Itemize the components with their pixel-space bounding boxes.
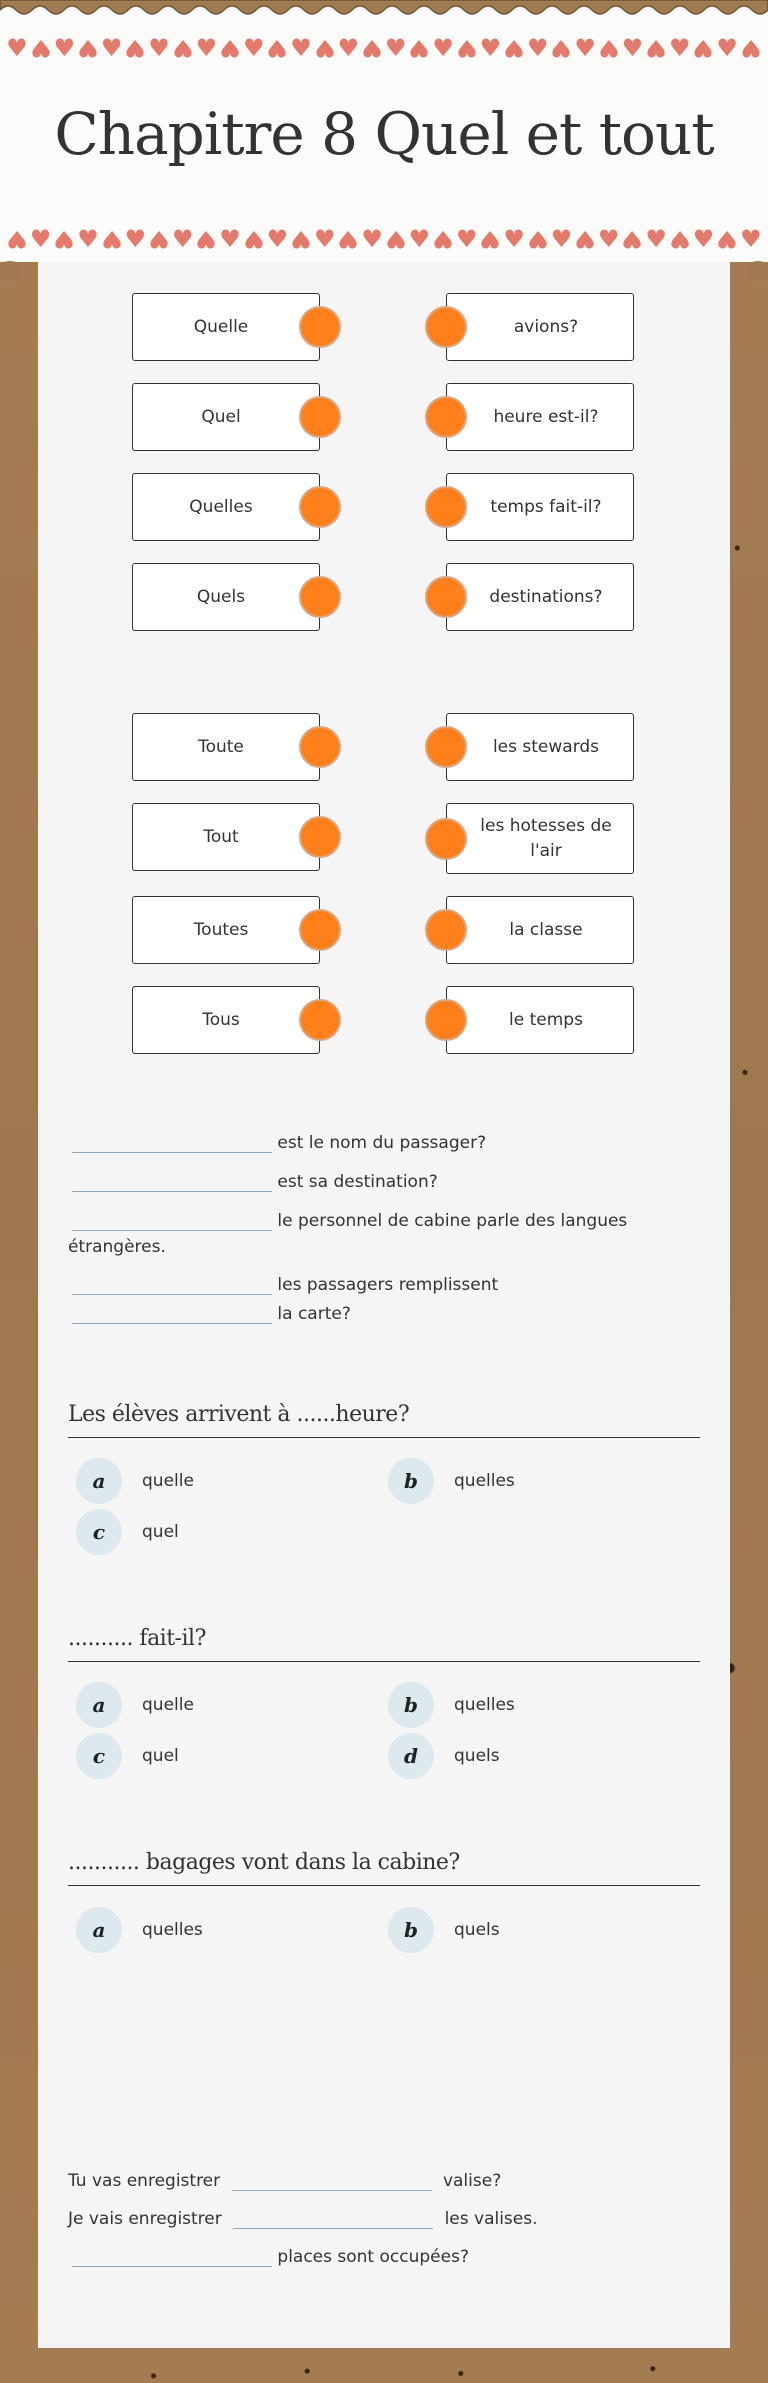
heart-icon: ♥ — [266, 225, 289, 253]
heart-icon: ♥ — [740, 225, 762, 253]
heart-icon: ♥ — [361, 225, 383, 253]
sentence-text: est sa destination? — [277, 1172, 438, 1192]
option-text: quelle — [142, 1471, 194, 1491]
heart-icon: ♥ — [313, 225, 336, 253]
connector-dot[interactable] — [299, 306, 341, 348]
heart-icon: ♥ — [527, 225, 549, 253]
match-left-item[interactable] — [132, 473, 320, 541]
heart-icon: ♥ — [456, 34, 478, 62]
match-label: Toute — [198, 736, 244, 757]
connector-dot[interactable] — [299, 816, 341, 858]
match-label: les hotesses de l'air — [480, 815, 612, 861]
heart-icon: ♥ — [574, 34, 596, 62]
match-left-item[interactable] — [132, 563, 320, 631]
connector-dot[interactable] — [425, 486, 467, 528]
match-left-item[interactable] — [132, 896, 320, 964]
match-label: le temps — [509, 1009, 583, 1030]
sentence-text: est le nom du passager? — [277, 1133, 487, 1153]
heart-icon: ♥ — [337, 34, 360, 62]
match-right-item[interactable] — [446, 293, 634, 361]
heart-icon: ♥ — [77, 225, 99, 253]
question-prompt: Les élèves arrivent à ......heure? — [68, 1402, 700, 1438]
match-label: Quelles — [189, 496, 253, 517]
match-left-item[interactable] — [132, 986, 320, 1054]
heart-icon: ♥ — [171, 225, 194, 253]
worksheet-header — [0, 0, 768, 262]
answer-option[interactable] — [76, 1682, 194, 1728]
match-label: avions? — [513, 316, 579, 337]
answer-input[interactable] — [72, 1169, 272, 1192]
heart-icon: ♥ — [432, 34, 454, 62]
fill-in-line — [68, 2206, 538, 2229]
connector-dot[interactable] — [299, 726, 341, 768]
connector-dot[interactable] — [425, 909, 467, 951]
heart-icon: ♥ — [100, 225, 123, 253]
match-label: la classe — [509, 919, 583, 940]
heart-icon: ♥ — [195, 225, 218, 253]
heart-icon: ♥ — [53, 225, 76, 253]
heart-icon: ♥ — [598, 225, 620, 253]
heart-border-bottom — [6, 225, 762, 253]
fill-in-line — [72, 2244, 469, 2267]
connector-dot[interactable] — [425, 576, 467, 618]
heart-icon: ♥ — [242, 34, 265, 62]
heart-icon: ♥ — [692, 34, 715, 62]
heart-border-top — [6, 34, 762, 62]
fill-in-line — [72, 1272, 498, 1295]
option-text: quels — [454, 1746, 500, 1766]
match-right-item[interactable] — [446, 383, 634, 451]
fill-in-line — [72, 1301, 351, 1324]
option-letter-badge: a — [76, 1458, 122, 1504]
answer-input[interactable] — [72, 1272, 272, 1295]
fill-in-line — [68, 2168, 501, 2191]
heart-icon: ♥ — [669, 225, 691, 253]
heart-icon: ♥ — [195, 34, 218, 62]
heart-icon: ♥ — [645, 34, 667, 62]
sentence-text: Tu vas enregistrer — [68, 2171, 221, 2191]
connector-dot[interactable] — [299, 486, 341, 528]
heart-icon: ♥ — [621, 34, 644, 62]
match-label: Quels — [196, 586, 246, 607]
option-letter-badge: a — [76, 1682, 122, 1728]
option-letter-badge: a — [76, 1907, 122, 1953]
option-text: quelles — [142, 1920, 203, 1940]
option-text: quelle — [142, 1695, 194, 1715]
match-left-item[interactable] — [132, 383, 320, 451]
heart-icon: ♥ — [574, 225, 596, 253]
heart-icon: ♥ — [29, 34, 52, 62]
heart-icon: ♥ — [242, 225, 265, 253]
match-label: les stewards — [492, 736, 600, 757]
connector-dot[interactable] — [299, 576, 341, 618]
answer-input[interactable] — [232, 2168, 432, 2191]
match-right-item[interactable] — [446, 986, 634, 1054]
answer-input[interactable] — [72, 2244, 272, 2267]
match-right-item[interactable] — [446, 713, 634, 781]
connector-dot[interactable] — [425, 726, 467, 768]
heart-icon: ♥ — [219, 34, 241, 62]
match-right-item[interactable] — [446, 896, 634, 964]
heart-icon: ♥ — [29, 225, 52, 253]
fill-in-line-continuation — [68, 1237, 166, 1257]
option-letter-badge: d — [388, 1733, 434, 1779]
heart-icon: ♥ — [479, 34, 502, 62]
option-letter-badge: c — [76, 1509, 122, 1555]
answer-option[interactable] — [76, 1733, 179, 1779]
heart-icon: ♥ — [290, 225, 312, 253]
question-prompt: ........... bagages vont dans la cabine? — [68, 1850, 700, 1886]
match-right-item[interactable] — [446, 473, 634, 541]
connector-dot[interactable] — [425, 396, 467, 438]
match-left-item[interactable] — [132, 293, 320, 361]
sentence-text: les valises. — [444, 2209, 538, 2229]
sentence-text: places sont occupées? — [277, 2247, 469, 2267]
answer-option[interactable] — [76, 1907, 203, 1953]
match-label: Quelle — [193, 316, 249, 337]
heart-icon: ♥ — [124, 225, 147, 253]
page-title: Chapitre 8 Quel et tout — [54, 100, 714, 168]
heart-icon: ♥ — [124, 34, 147, 62]
heart-icon: ♥ — [100, 34, 123, 62]
match-left-item[interactable] — [132, 803, 320, 871]
option-text: quel — [142, 1746, 179, 1766]
heart-icon: ♥ — [432, 225, 454, 253]
connector-dot[interactable] — [299, 999, 341, 1041]
heart-icon: ♥ — [266, 34, 289, 62]
heart-icon: ♥ — [716, 34, 738, 62]
answer-option[interactable] — [388, 1458, 515, 1504]
heart-icon: ♥ — [598, 34, 620, 62]
fill-in-line — [72, 1169, 438, 1192]
match-label: Tout — [203, 826, 239, 847]
heart-icon: ♥ — [337, 225, 360, 253]
option-text: quels — [454, 1920, 500, 1940]
match-label: destinations? — [489, 586, 603, 607]
sentence-text: valise? — [442, 2171, 502, 2191]
option-text: quelles — [454, 1695, 515, 1715]
heart-icon: ♥ — [384, 34, 407, 62]
question-prompt: .......... fait-il? — [68, 1626, 700, 1662]
heart-icon: ♥ — [313, 34, 336, 62]
heart-icon: ♥ — [77, 34, 99, 62]
answer-option[interactable] — [388, 1907, 500, 1953]
heart-icon: ♥ — [53, 34, 76, 62]
scalloped-border-top — [0, 0, 768, 24]
heart-icon: ♥ — [385, 225, 407, 253]
heart-icon: ♥ — [290, 34, 312, 62]
heart-icon: ♥ — [456, 225, 478, 253]
heart-icon: ♥ — [527, 34, 549, 62]
match-left-item[interactable] — [132, 713, 320, 781]
fill-in-line — [72, 1208, 627, 1231]
connector-dot[interactable] — [299, 909, 341, 951]
heart-icon: ♥ — [6, 225, 28, 253]
heart-icon: ♥ — [645, 225, 667, 253]
heart-icon: ♥ — [550, 34, 573, 62]
match-label: Toutes — [193, 919, 249, 940]
heart-icon: ♥ — [408, 34, 431, 62]
connector-dot[interactable] — [299, 396, 341, 438]
worksheet-body — [38, 262, 730, 2348]
heart-icon: ♥ — [669, 34, 691, 62]
answer-option[interactable] — [76, 1458, 194, 1504]
fill-in-line — [72, 1130, 486, 1153]
match-right-item[interactable] — [446, 803, 634, 874]
option-letter-badge: b — [388, 1458, 434, 1504]
answer-option[interactable] — [76, 1509, 179, 1555]
match-label: temps fait-il? — [490, 496, 602, 517]
answer-option[interactable] — [388, 1733, 500, 1779]
option-text: quel — [142, 1522, 179, 1542]
sentence-text: les passagers remplissent — [277, 1275, 499, 1295]
heart-icon: ♥ — [408, 225, 431, 253]
heart-icon: ♥ — [6, 34, 28, 62]
heart-icon: ♥ — [503, 34, 525, 62]
answer-option[interactable] — [388, 1682, 515, 1728]
match-label: Tous — [202, 1009, 240, 1030]
heart-icon: ♥ — [219, 225, 241, 253]
option-letter-badge: c — [76, 1733, 122, 1779]
match-right-item[interactable] — [446, 563, 634, 631]
heart-icon: ♥ — [740, 34, 762, 62]
answer-input[interactable] — [72, 1301, 272, 1324]
heart-icon: ♥ — [148, 34, 170, 62]
heart-icon: ♥ — [503, 225, 525, 253]
option-letter-badge: b — [388, 1907, 434, 1953]
option-text: quelles — [454, 1471, 515, 1491]
sentence-text: étrangères. — [68, 1237, 166, 1257]
option-letter-badge: b — [388, 1682, 434, 1728]
heart-icon: ♥ — [716, 225, 738, 253]
connector-dot[interactable] — [425, 818, 467, 860]
sentence-text: la carte? — [277, 1304, 351, 1324]
match-label: Quel — [201, 406, 241, 427]
answer-input[interactable] — [72, 1208, 272, 1231]
heart-icon: ♥ — [361, 34, 383, 62]
heart-icon: ♥ — [148, 225, 170, 253]
heart-icon: ♥ — [550, 225, 573, 253]
sentence-text: Je vais enregistrer — [68, 2209, 222, 2229]
answer-input[interactable] — [233, 2206, 433, 2229]
heart-icon: ♥ — [621, 225, 644, 253]
heart-icon: ♥ — [479, 225, 502, 253]
connector-dot[interactable] — [425, 999, 467, 1041]
connector-dot[interactable] — [425, 306, 467, 348]
heart-icon: ♥ — [692, 225, 715, 253]
heart-icon: ♥ — [171, 34, 194, 62]
sentence-text: le personnel de cabine parle des langues — [277, 1211, 628, 1231]
answer-input[interactable] — [72, 1130, 272, 1153]
match-label: heure est-il? — [493, 406, 599, 427]
